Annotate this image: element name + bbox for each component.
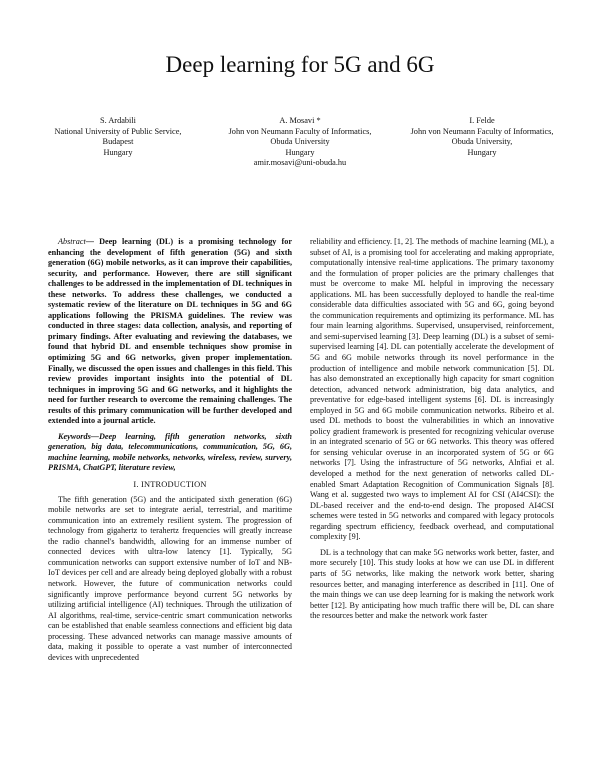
left-column <box>48 237 292 663</box>
abstract <box>48 237 292 427</box>
author-affiliation-line: Hungary <box>103 147 133 157</box>
author-affiliation-line: Hungary <box>467 147 497 157</box>
author-affiliation-line: National University of Public Service, <box>54 126 182 136</box>
author-name: S. Ardabili <box>100 116 136 125</box>
author-block-1 <box>18 116 218 158</box>
abstract-label: Abstract <box>58 237 86 246</box>
author-affiliation-line: John von Neumann Faculty of Informatics, <box>228 126 372 136</box>
abstract-text: Deep learning (DL) is a promising technology for enhancing the development of fifth generation (5G) and sixth generation (6G) mobile networks, as it can improve their capabilities, security, and performance. However, there are still significant challenges to be addressed in the implementation of DL techniques in these networks. To address these challenges, we conducted a systematic review of the literature on DL techniques in 5G and 6G applications following the PRISMA guidelines. The review was conducted in three stages: data collection, analysis, and reporting of primary findings. After evaluating and reviewing the databases, we found that hybrid DL and ensemble techniques show promise in optimizing 5G and 6G networks, given proper implementation. Finally, we discussed the open issues and challenges in this field. This review provides important insights into the potential of DL techniques in improving 5G and 6G networks, and it highlights the need for further research to overcome the remaining challenges. The results of this primary communication will be further developed and extended into a journal article. <box>48 237 293 426</box>
right-column <box>310 237 554 622</box>
intro-paragraph-2: DL is a technology that can make 5G networks work better, faster, and more securely [10]. This study looks at how we can use DL in different parts of 5G networks, like making the network work better, sharing resources better, and managing interference as described in [11]. One of the main things we can use deep learning for is making the network work better [12]. By anticipating how much traffic there will be, DL can share the resources better and make the network work faster <box>310 547 554 621</box>
author-name: A. Mosavi * <box>279 116 321 125</box>
author-affiliation-line: Budapest <box>102 137 134 147</box>
abstract-dash: — <box>85 237 100 246</box>
intro-paragraph-1-continued: reliability and efficiency. [1, 2]. The methods of machine learning (ML), a subset of AI, is a promising tool for accelerating and making appropriate, computationally intensive real-time applications. The primary taxonomy and the formulation of proper policies are the primary challenges that must be overcome to make ML helpful in improving the necessary applications. ML has been successfully deployed to handle the real-time considerable data difficulties associated with 5G and 6G, going beyond the communication requirements and optimizing its performance. ML has four main learning algorithms. Supervised, unsupervised, reinforcement, and semi-supervised learning [3]. Deep learning (DL) is a subset of semi-supervised learning [4]. DL can potentially accelerate the development of 5G and 6G mobile networks through its novel performance in the production of intelligence and mobile network communication [5]. DL has also demonstrated an exceptionally high capacity for smart cognition detection, advanced network administration, big data analytics, and preventative for edge-based intelligent systems [6]. DL is increasingly employed in 5G and 6G mobile communication networks. Ribeiro et al. used DL methods to boost the vulnerabilities in which an innovative policy gradient framework is presented for recognizing vehicular overuse in an integrated scenario of 5G or 6G networks. This theory was offered for sensing vehicular overuse in an incorporated system of 5G or 6G networks [7]. Using the infrastructure of 5G networks, Alnfiai et al. developed a method for the next generation of networks called DL-enabled Smart Adaptation Recognition of Communication Signals [8]. Wang et al. suggested two ways to implement AI for CSI (AI4CSI): the DL-based receiver and the end-to-end design. The proposed AI4CSI schemes were tested in 5G networks and compared with legacy protocols regarding spectrum efficiency, feedback overhead, and computational complexity [9]. <box>310 237 554 542</box>
author-affiliation-line: Obuda University, <box>451 137 513 147</box>
paper-title: Deep learning for 5G and 6G <box>165 52 435 77</box>
author-affiliation-line: Obuda University <box>270 137 330 147</box>
author-name: I. Felde <box>469 116 495 125</box>
keywords: Keywords—Deep learning, fifth generation networks, sixth generation, big data, telecommunications, communication, 5G, 6G, machine learning, mobile networks, networks, wireless, review, survery, PRISMA, ChatGPT, literature review, <box>48 431 292 473</box>
author-email: amir.mosavi@uni-obuda.hu <box>253 158 347 168</box>
author-affiliation-line: John von Neumann Faculty of Informatics, <box>410 126 554 136</box>
section-heading: I. INTRODUCTION <box>133 480 207 490</box>
author-affiliation-line: Hungary <box>285 147 315 157</box>
author-block-2 <box>200 116 400 169</box>
author-block-3 <box>382 116 582 158</box>
intro-paragraph-1: The fifth generation (5G) and the anticipated sixth generation (6G) mobile networks are set to integrate aerial, terrestrial, and maritime communication into an extremely resilient system. The progression of technology from gigahertz to terahertz frequencies will greatly increase the radio channel's bandwidth, allowing for an immense number of connected devices with ultra-low latency [1]. Typically, 5G communication networks can support extensive number of IoT and NB-IoT devices per cell and are already being deployed globally with a robust network. However, the future of communication networks could significantly improve performance beyond current 5G networks by utilizing artificial intelligence (AI) techniques. Through the utilization of AI algorithms, real-time, service-centric smart communication networks can be established that enable seamless connections and efficient big data processing. These advanced networks can manage massive amounts of data, making it possible to operate a vast number of interconnected devices with unprecedented <box>48 494 292 662</box>
